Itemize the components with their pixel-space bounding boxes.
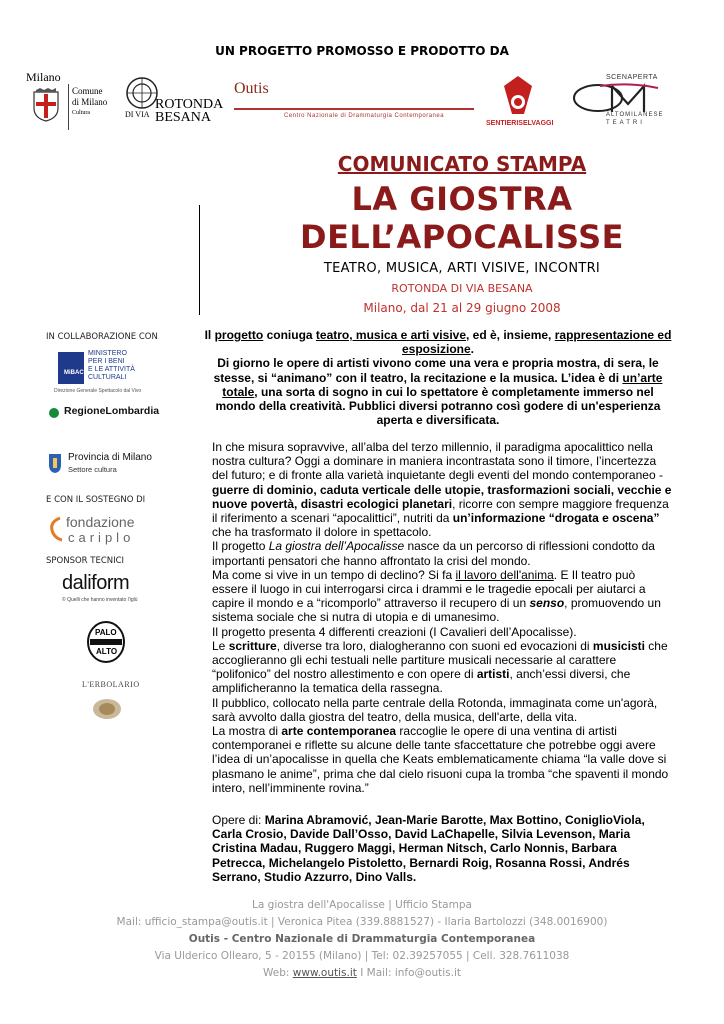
mibac-logo: MiBAC MINISTERO PER I BENI E LE ATTIVITÀ CULTURALI Direzione Generale Spettacolo dal Vivo (54, 350, 142, 394)
event-dates: Milano, dal 21 al 29 giugno 2008 (363, 301, 561, 315)
footer-line-2: Mail: ufficio_stampa@outis.it | Veronica Pitea (339.8881527) - Ilaria Bartolozzi (348.0016900) (116, 916, 608, 928)
footer-line-4: Via Ulderico Ollearo, 5 - 20155 (Milano) | Tel: 02.39257055 | Cell. 328.7611038 (154, 950, 570, 962)
scenaperta-logo (566, 72, 694, 132)
scenaperta-bottom2: TEATRI (606, 120, 645, 126)
erbolario-logo: L'ERBOLARIO (46, 680, 181, 726)
milano-crest-icon (32, 88, 60, 122)
regione-rose-icon (48, 407, 60, 419)
provincia-crest-icon (48, 452, 62, 474)
outis-name: Outis (234, 80, 269, 97)
event-title-line2: DELL’APOCALISSE (300, 218, 624, 256)
scenaperta-top: SCENAPERTA (606, 74, 658, 81)
rotonda-small: DI VIA (125, 110, 150, 119)
cariplo-mark-icon (48, 516, 64, 542)
event-title-line1: LA GIOSTRA (351, 180, 573, 218)
regione-lombardia-logo: RegioneLombardia (46, 404, 181, 422)
mibac-dir: Direzione Generale Spettacolo dal Vivo (54, 388, 142, 394)
body-paragraph-2: Il progetto La giostra dell’Apocalisse nasce da un percorso di riflessioni condotto da importanti pensatori che hanno affrontato la crisi del mondo. (212, 539, 655, 568)
footer-line-3: Outis - Centro Nazionale di Drammaturgia Contemporanea (188, 933, 536, 945)
body-paragraph-6: Il pubblico, collocato nella parte centrale della Rotonda, immaginata come un'agorà, sarà avvolto dalla giostra del teatro, della musica, dell'arte, della vita. (212, 695, 658, 724)
vertical-rule (199, 205, 200, 315)
body-text (212, 440, 672, 795)
body-paragraph-1: In che misura sopravvive, all’alba del terzo millennio, il paradigma apocalittico nella nostra cultura? Oggi a dominare in maniera incontrastata sono il timore, l’incertezza del futuro; e di fronte alla varietà inquietante degli eventi del mondo contemporaneo - guerre di dominio, caduta verticale delle utopie, trasformazioni sociali, vecchie e nuove povertà, disastri ecologici planetari, ricorre con sempre maggiore frequenza il riferimento a scenari “apocalittici”, nutriti da un’informazione “drogata e oscena” che ha trasformato il dolore in spettacolo. (212, 440, 672, 540)
paloalto-logo: PALO ALTO (86, 620, 126, 664)
mibac-text: MINISTERO PER I BENI E LE ATTIVITÀ CULTURALI (88, 350, 135, 381)
lead-paragraph: Il progetto coniuga teatro, musica e arti visive, ed è, insieme, rappresentazione ed esposizione. Di giorno le opere di artisti vivono come una vera e propria mostra, di sera, le stesse, si “animano” con il teatro, la recitazione e la musica. L’idea è di un’arte totale, una sorta di sogno in cui lo spettatore è completamente immerso nel mondo della creatività. Pubblici diversi potranno così godere di un'esperienza aperta e diversificata. (204, 328, 672, 428)
rotonda-besana-logo (125, 76, 223, 128)
milano-word: Milano (26, 70, 61, 84)
outis-subtitle: Centro Nazionale di Drammaturgia Contemporanea (284, 113, 445, 119)
paloalto-badge-icon (86, 620, 126, 664)
sentieriselvaggi-logo (486, 74, 552, 132)
outis-rule (234, 108, 474, 110)
besana-name: BESANA (155, 110, 212, 125)
provincia-milano-logo: Provincia di Milano Settore cultura (46, 450, 181, 478)
sentieri-text: SENTIERISELVAGGI (486, 120, 554, 127)
fondazione-cariplo-logo: fondazione cariplo (46, 512, 181, 546)
rotonda-name: ROTONDA (155, 97, 224, 112)
event-title (200, 180, 724, 256)
press-release-heading: COMUNICATO STAMPA (337, 152, 587, 176)
website-link[interactable]: www.outis.it (292, 967, 357, 979)
outis-logo (234, 80, 476, 130)
scenaperta-bottom1: ALTOMILANESE (606, 112, 664, 118)
scenaperta-mark-icon (570, 82, 660, 114)
body-paragraph-4: Il progetto presenta 4 differenti creazioni (I Cavalieri dell’Apocalisse). (212, 624, 577, 639)
rotonda-dome-icon (125, 76, 159, 110)
body-paragraph-5: Le scritture, diverse tra loro, dialogheranno con suoni ed evocazioni di musicisti che accoglieranno gli echi testuali nelle partiture musicali necessarie al carattere “polifonico” del nostro allestimento e con opere di artisti, anch’essi diversi, che amplificheranno la tematica della rassegna. (212, 638, 668, 696)
sponsor-label: SPONSOR TECNICI (46, 556, 125, 566)
comune-text: Comune di Milano Cultura (72, 86, 108, 116)
body-paragraph-7: La mostra di arte contemporanea raccoglie le opere di una ventina di artisti contemporanei e riflette su alcune delle tante sfaccettature che potrebbe oggi avere l’idea di un’apocalisse in quella che Keats emblematicamente chiama “la valle dove si plasmano le anime”, prima che dal cielo risuoni cupa la tromba “che spaventi il mondo intero, nell’imminente rovina.” (212, 724, 669, 795)
footer-line-1: La giostra dell'Apocalisse | Ufficio Stampa (252, 899, 472, 911)
event-venue: ROTONDA DI VIA BESANA (391, 282, 533, 295)
promoter-heading: UN PROGETTO PROMOSSO E PRODOTTO DA (215, 44, 509, 58)
erbolario-emblem-icon (92, 698, 122, 720)
daliform-logo: daliform © Quelli che hanno inventato l'iglù (62, 572, 138, 603)
event-subtitle: TEATRO, MUSICA, ARTI VISIVE, INCONTRI (323, 261, 601, 276)
collaboration-label: IN COLLABORAZIONE CON (46, 332, 158, 342)
footer (0, 897, 724, 982)
sentieri-mark-icon (498, 74, 538, 118)
body-paragraph-3: Ma come si vive in un tempo di declino? Si fa il lavoro dell'anima. E Il teatro può essere il luogo in cui interrogarsi circa i drammi e le tragedie epocali per aiutarci a capire il mondo e a “ricomporlo” attraverso il recupero di un senso, promuovendo un sistema sociale che si nutra di utopia e di umanesimo. (212, 567, 661, 625)
mibac-emblem-icon (58, 352, 84, 384)
comune-milano-logo (22, 70, 117, 130)
support-label: E CON IL SOSTEGNO DI (46, 495, 146, 505)
logo-divider (68, 84, 69, 130)
footer-line-5: Web: www.outis.it I Mail: info@outis.it (263, 967, 461, 979)
artists-list: Opere di: Marina Abramović, Jean-Marie Barotte, Max Bottino, ConiglioViola, Carla Crosio, Davide Dall’Osso, David LaChapelle, Silvia Levenson, Maria Cristina Madau, Ruggero Maggi, Herman Nitsch, Carlo Nonnis, Barbara Petrecca, Michelangelo Pistoletto, Bernardi Roig, Rosanna Rossi, Andrés Serrano, Studio Azzurro, Dino Valls. (212, 813, 645, 884)
